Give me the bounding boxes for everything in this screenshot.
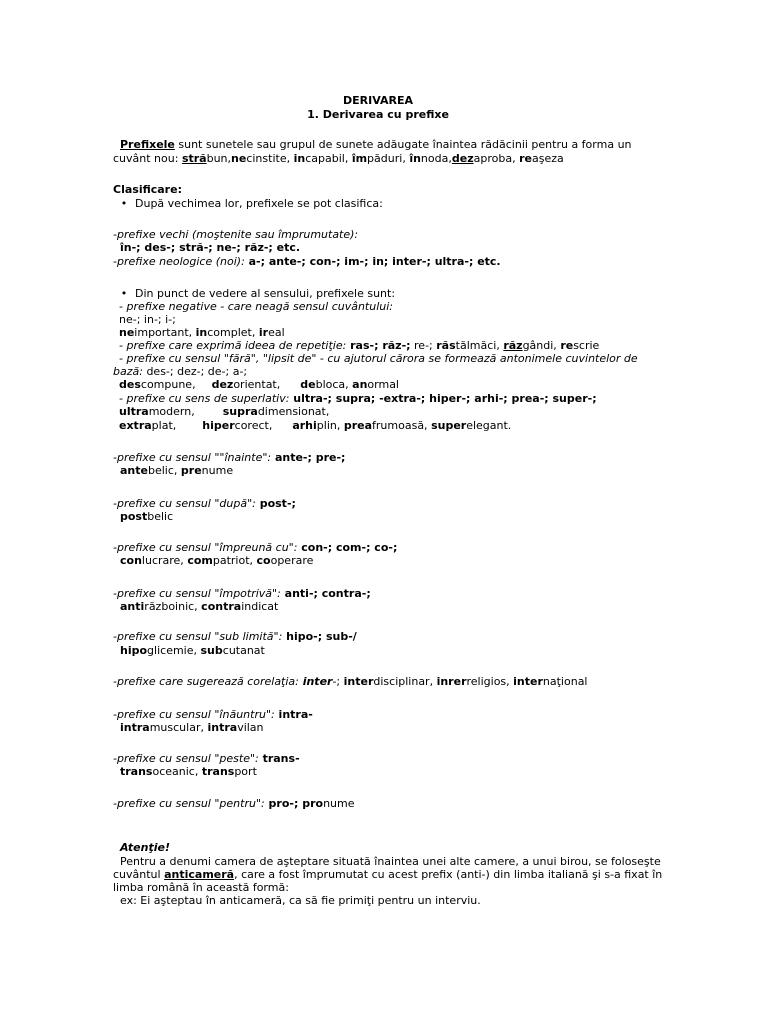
atentie-text: Pentru a denumi camera de aşteptare situată înaintea unei alte camere, a unui birou, se foloseşte (120, 855, 661, 868)
example-root: elegant. (466, 419, 512, 432)
example-root: modern, (148, 405, 195, 418)
group-list: post-; (255, 497, 296, 510)
example-root: vilan (237, 721, 264, 734)
sup-examples-1 (113, 405, 643, 419)
example-prefix: intra (207, 721, 238, 734)
intro-text-2: cuvânt nou: (113, 152, 182, 165)
atentie-heading-text: Atenţie! (120, 841, 170, 854)
example-root: complet, (207, 326, 259, 339)
group-inauntru (113, 708, 643, 722)
example-prefix: pre (180, 464, 202, 477)
group-inauntru-ex (113, 721, 643, 735)
vechi-list-text: în-; des-; stră-; ne-; răz-; etc. (120, 241, 301, 254)
neo-label: -prefixe neologice (noi): (113, 255, 245, 268)
example-prefix: ir (258, 326, 269, 339)
example-prefix: com (187, 554, 213, 567)
example-root: nume (323, 797, 355, 810)
example-prefix: post (120, 510, 148, 523)
example-root: muscular, (149, 721, 208, 734)
example-prefix: ne (119, 326, 135, 339)
fara-label-1-text: - prefixe cu sensul "fără", "lipsit de" - cu ajutorul cărora se formează antonimele cuvintelor de (119, 352, 638, 365)
group-label: -prefixe cu sensul "împreună cu": (113, 541, 298, 554)
atentie-term: anticameră (164, 868, 235, 881)
example-root: plat, (151, 419, 177, 432)
group-label: -prefixe care sugerează corelaţia: (113, 675, 299, 688)
intro-line-1 (113, 138, 643, 152)
atentie-line-2 (113, 868, 663, 882)
fara-line-2 (113, 365, 643, 379)
example-prefix: supra (222, 405, 258, 418)
group-label: -prefixe cu sensul "după": (113, 497, 256, 510)
group-impreuna-ex (113, 554, 643, 568)
atentie-text: , care a fost împrumutat cu acest prefix (anti-) din limba italiană şi s-a fixat în (234, 868, 663, 881)
example-prefix: in (293, 152, 306, 165)
example-root: gândi, (522, 339, 561, 352)
vechi-list (113, 241, 643, 255)
example-root: tălmăci, (455, 339, 504, 352)
example-root: războinic, (144, 600, 202, 613)
example-root: bloca, (315, 378, 353, 391)
example-root: lucrare, (141, 554, 188, 567)
group-impotriva-ex (113, 600, 643, 614)
group-impreuna (113, 541, 643, 555)
example-root: ormal (367, 378, 399, 391)
example-prefix: des (119, 378, 141, 391)
vechi-label: -prefixe vechi (moştenite sau împrumutate): (113, 228, 359, 241)
atentie-text: cuvântul (113, 868, 165, 881)
example-root: corect, (234, 419, 273, 432)
intro-text-1: sunt sunetele sau grupul de sunete adăugate înaintea rădăcinii pentru a forma un (174, 138, 632, 151)
example-root: indicat (241, 600, 279, 613)
group-dupa (113, 497, 643, 511)
example-root: compune, (140, 378, 196, 391)
example-prefix: de (300, 378, 316, 391)
example-prefix: dez (451, 152, 474, 165)
neg-label (113, 300, 643, 314)
neo-list: a-; ante-; con-; im-; in; inter-; ultra-; etc. (244, 255, 501, 268)
sup-list: ultra-; supra; -extra-; hiper-; arhi-; prea-; super-; (289, 392, 597, 405)
example-prefix: co (256, 554, 271, 567)
bullet-vechime: • După vechimea lor, prefixele se pot clasifica: (120, 197, 383, 210)
example-prefix: anti (120, 600, 145, 613)
example-root: cinstite (246, 152, 287, 165)
fara-label-1 (113, 352, 643, 366)
page-subtitle: 1. Derivarea cu prefixe (307, 108, 449, 121)
bullet-sens: • Din punct de vedere al sensului, prefixele sunt: (120, 287, 396, 300)
example-root: religios, (466, 675, 514, 688)
fara-list: des-; dez-; de-; a-; (142, 365, 248, 378)
example-root: plin, (316, 419, 344, 432)
example-prefix: trans (120, 765, 153, 778)
rep-line (113, 339, 643, 353)
example-root: port (234, 765, 257, 778)
example-root: nume (201, 464, 234, 477)
example-prefix: trans (201, 765, 235, 778)
example-prefix: hiper (202, 419, 235, 432)
example-prefix: extra (119, 419, 152, 432)
group-sub-limita (113, 630, 643, 644)
atentie-line-3: limba română în această formă: (113, 881, 289, 894)
group-list: pro-; (264, 797, 299, 810)
example-prefix: sub (200, 644, 223, 657)
group-label: -prefixe cu sensul "împotrivă": (113, 587, 281, 600)
example-root: aşeza (531, 152, 564, 165)
example-prefix: in (195, 326, 208, 339)
group-label: -prefixe cu sensul ""înainte": (113, 451, 272, 464)
example-prefix: în (409, 152, 421, 165)
example-prefix: intra (120, 721, 150, 734)
group-impotriva (113, 587, 643, 601)
group-pentru (113, 797, 643, 811)
example-prefix: îm (351, 152, 368, 165)
example-prefix: dez (211, 378, 234, 391)
rep-list-normal: re-; (410, 339, 437, 352)
fara-label-2: bază: (113, 365, 143, 378)
example-prefix: an (352, 378, 368, 391)
group-inter (113, 675, 643, 689)
neg-label-text: - prefixe negative - care neagă sensul cuvântului: (119, 300, 394, 313)
atentie-line-4 (113, 894, 643, 908)
example-root: disciplinar, (373, 675, 437, 688)
example-root: capabil (305, 152, 345, 165)
example-root: orientat, (233, 378, 281, 391)
example-prefix: ne (231, 152, 247, 165)
example-root: important, (134, 326, 196, 339)
group-sub-limita-ex (113, 644, 643, 658)
sup-line (113, 392, 643, 406)
group-list: trans- (258, 752, 300, 765)
example-prefix: pro (298, 797, 324, 810)
example-prefix: inter (513, 675, 543, 688)
group-label: -prefixe cu sensul "înăuntru": (113, 708, 275, 721)
example-root: glicemie, (147, 644, 201, 657)
example-prefix: arhi (292, 419, 317, 432)
group-label: -prefixe cu sensul "sub limită": (113, 630, 283, 643)
clasificare-heading: Clasificare: (113, 183, 182, 196)
example-root: noda (420, 152, 449, 165)
sup-label: - prefixe cu sens de superlativ: (119, 392, 290, 405)
bullet-text: Din punct de vedere al sensului, prefixele sunt: (135, 287, 396, 300)
example-prefix: con (120, 554, 142, 567)
example-prefix: hipo (120, 644, 148, 657)
group-list: anti-; contra-; (280, 587, 371, 600)
example-prefix: prea (343, 419, 373, 432)
group-peste-ex (113, 765, 643, 779)
intro-term: Prefixele (120, 138, 175, 151)
neo-line (113, 255, 643, 269)
group-label: -prefixe cu sensul "peste": (113, 752, 259, 765)
neg-list-text: ne-; in-; i-; (119, 313, 176, 326)
atentie-heading (113, 841, 643, 855)
example-root: belic, (147, 464, 181, 477)
example-prefix: contra (201, 600, 242, 613)
fara-examples (113, 378, 643, 392)
bullet-text: După vechimea lor, prefixele se pot clasifica: (135, 197, 383, 210)
example-prefix: stră (181, 152, 207, 165)
example-prefix: răz (503, 339, 523, 352)
group-inainte (113, 451, 643, 465)
atentie-line-1 (113, 855, 661, 869)
rep-label: - prefixe care exprimă ideea de repetiţie: (119, 339, 347, 352)
inter-term: inter (298, 675, 333, 688)
example-prefix: ante (120, 464, 148, 477)
example-root: oceanic, (152, 765, 202, 778)
neg-examples (113, 326, 643, 340)
sup-examples-2 (113, 419, 643, 433)
example-root: dimensionat, (257, 405, 330, 418)
group-list: hipo-; sub-/ (282, 630, 357, 643)
example-prefix: inrer (436, 675, 467, 688)
example-prefix: re (560, 339, 574, 352)
group-peste (113, 752, 643, 766)
example-root: naţional (542, 675, 588, 688)
rep-list-bold: ras-; răz-; (346, 339, 411, 352)
example-root: păduri (367, 152, 403, 165)
example-root: patriot, (212, 554, 257, 567)
example-root: operare (270, 554, 314, 567)
example-prefix: ultra (119, 405, 149, 418)
atentie-text: ex: Ei aşteptau în anticameră, ca să fie primiţi pentru un interviu. (120, 894, 481, 907)
example-root: cutanat (222, 644, 265, 657)
example-root: aproba (473, 152, 513, 165)
group-inainte-ex (113, 464, 643, 478)
example-prefix: răs (436, 339, 456, 352)
group-dupa-ex (113, 510, 643, 524)
example-root: bun (206, 152, 228, 165)
example-root: scrie (573, 339, 600, 352)
example-root: belic (147, 510, 174, 523)
inter-rest: -; (332, 675, 344, 688)
example-prefix: super (431, 419, 467, 432)
example-prefix: re (519, 152, 532, 165)
example-root: frumoasă, (372, 419, 432, 432)
group-list: intra- (274, 708, 313, 721)
example-root: eal (268, 326, 285, 339)
page-title: DERIVAREA (343, 94, 413, 107)
group-list: con-; com-; co-; (297, 541, 398, 554)
intro-line-2: cuvânt nou: străbun,necinstite, incapabil, împăduri, înnoda,dezaproba, reaşeza (113, 152, 564, 165)
group-label: -prefixe cu sensul "pentru": (113, 797, 265, 810)
example-prefix: inter (343, 675, 374, 688)
group-list: ante-; pre-; (271, 451, 346, 464)
neg-list (113, 313, 643, 327)
